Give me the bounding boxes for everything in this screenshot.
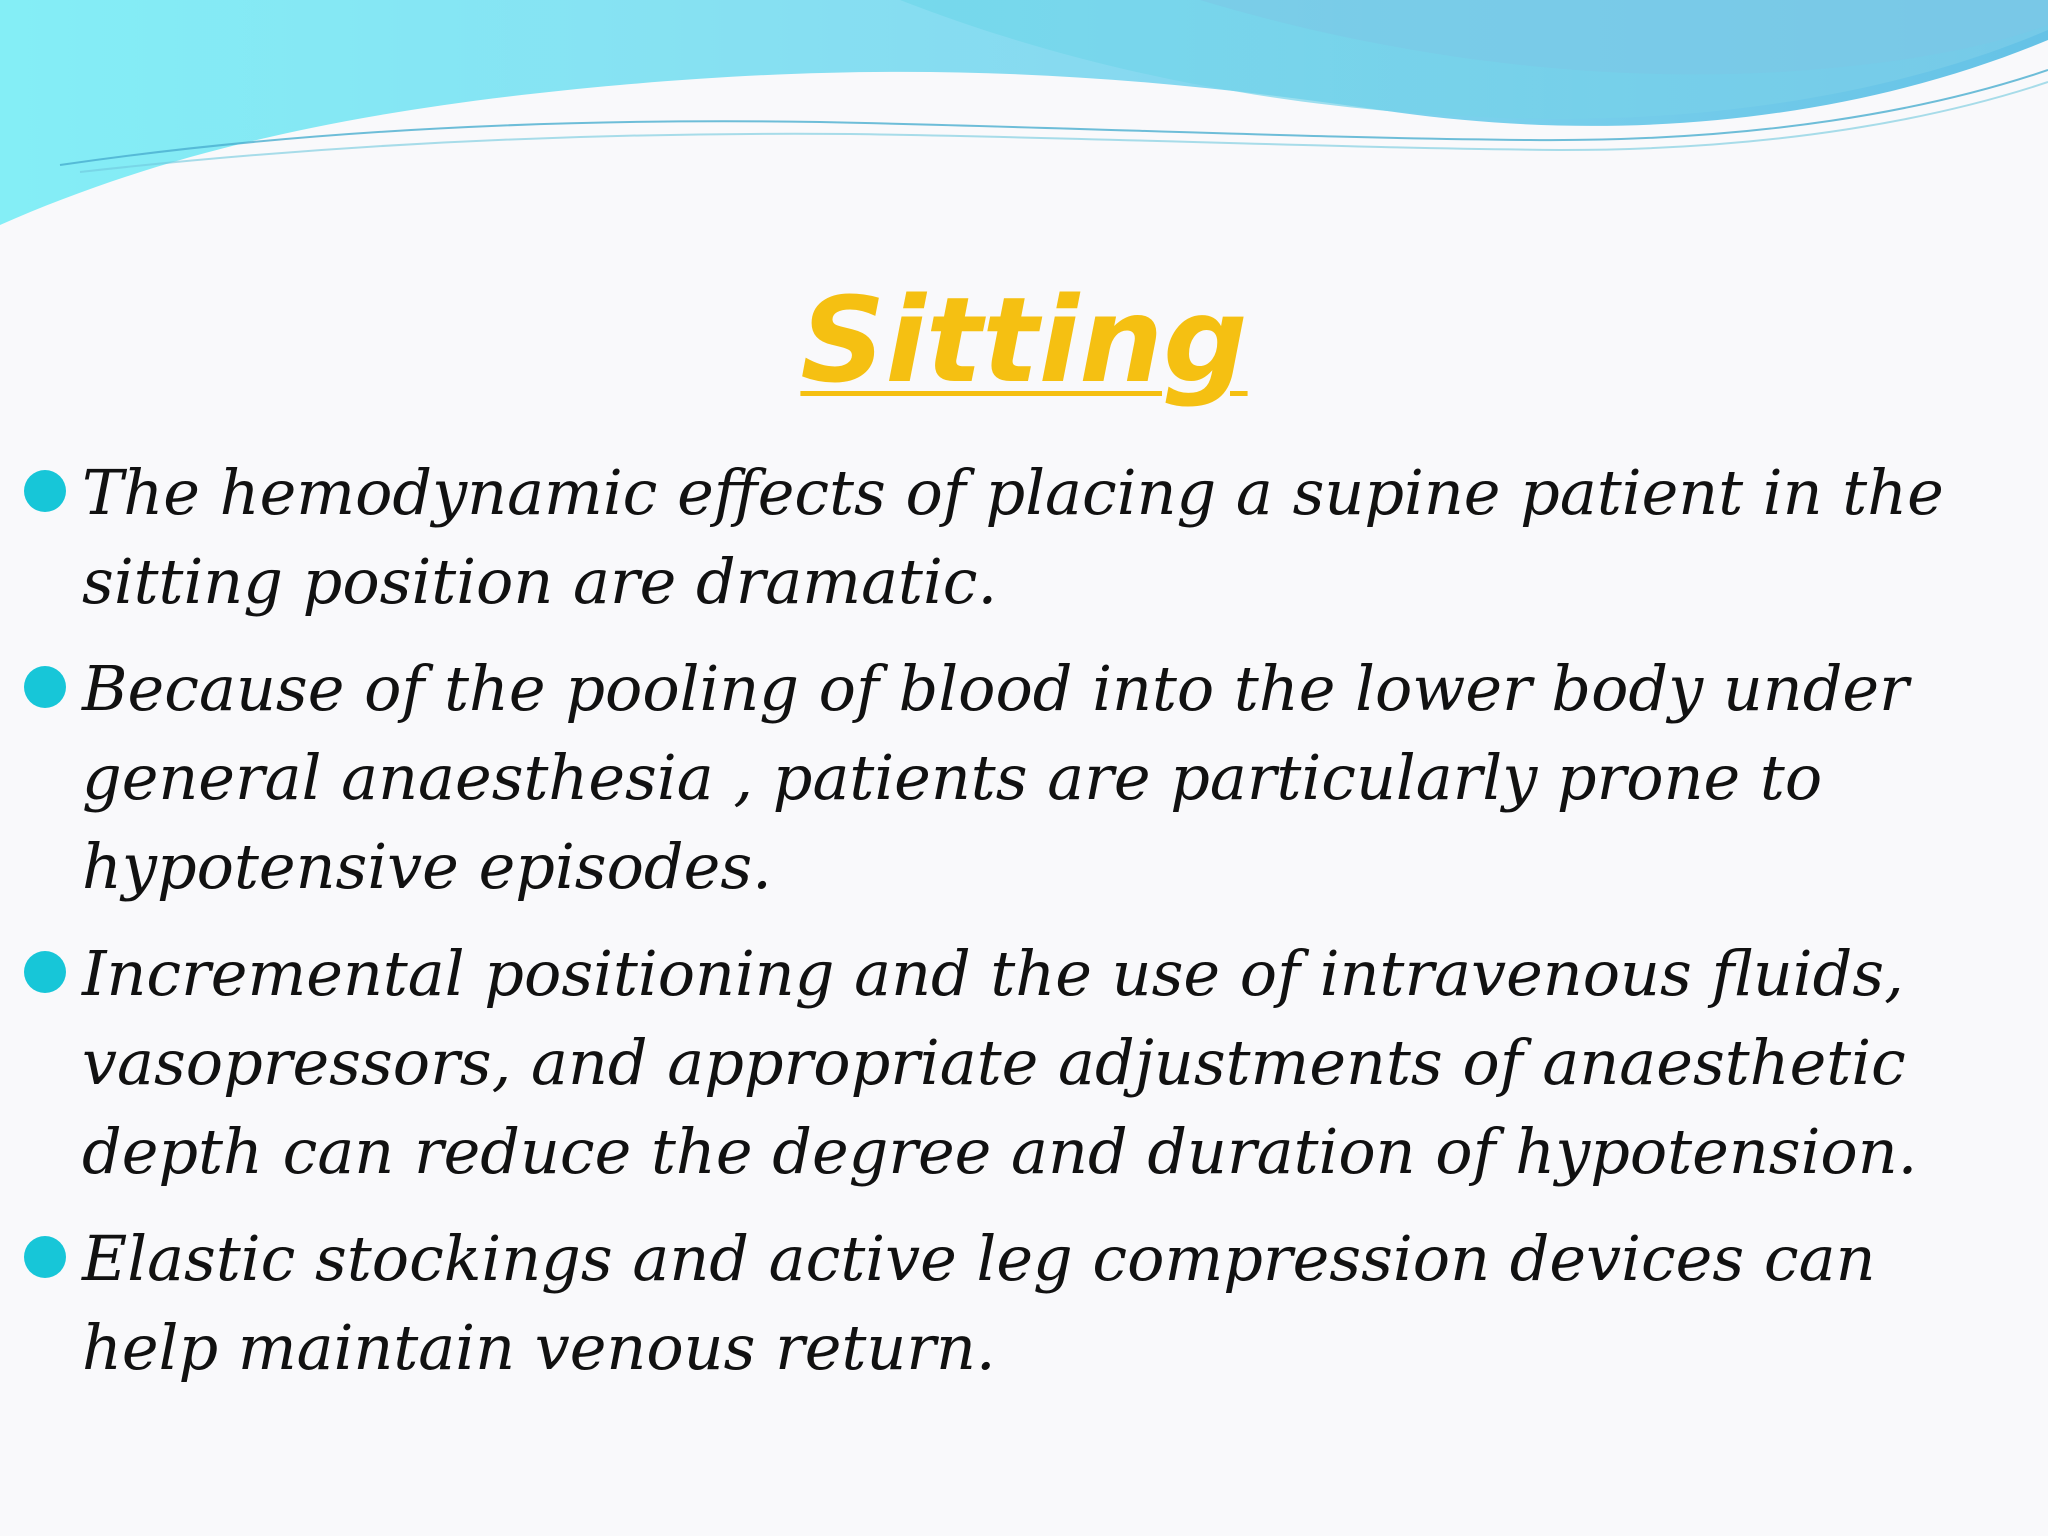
bullet-dot-icon: [24, 666, 66, 708]
bullet-item: [0, 929, 2048, 1196]
slide-title: [0, 270, 2048, 410]
bullet-item: [0, 1214, 2048, 1392]
bullet-text: The hemodynamic effects of placing a supine patient in the sitting position are dramatic.: [82, 456, 1944, 618]
bullet-item: [0, 644, 2048, 911]
bullet-dot-icon: [24, 951, 66, 993]
bullet-text: Because of the pooling of blood into the lower body under general anaesthesia , patients are particularly prone to hypotensive episodes.: [82, 652, 1909, 903]
slide-title-text: Sitting: [800, 271, 1248, 409]
bullet-text: Incremental positioning and the use of intravenous fluids, vasopressors, and appropriate adjustments of anaesthetic depth can reduce the degree and duration of hypotension.: [82, 937, 1918, 1188]
bullet-dot-icon: [24, 1236, 66, 1278]
bullet-item: [0, 448, 2048, 626]
bullet-text: Elastic stockings and active leg compression devices can help maintain venous return.: [82, 1222, 1876, 1384]
bullet-dot-icon: [24, 470, 66, 512]
header-wave-decoration: [0, 0, 2048, 240]
bullet-list: [0, 448, 2048, 1410]
